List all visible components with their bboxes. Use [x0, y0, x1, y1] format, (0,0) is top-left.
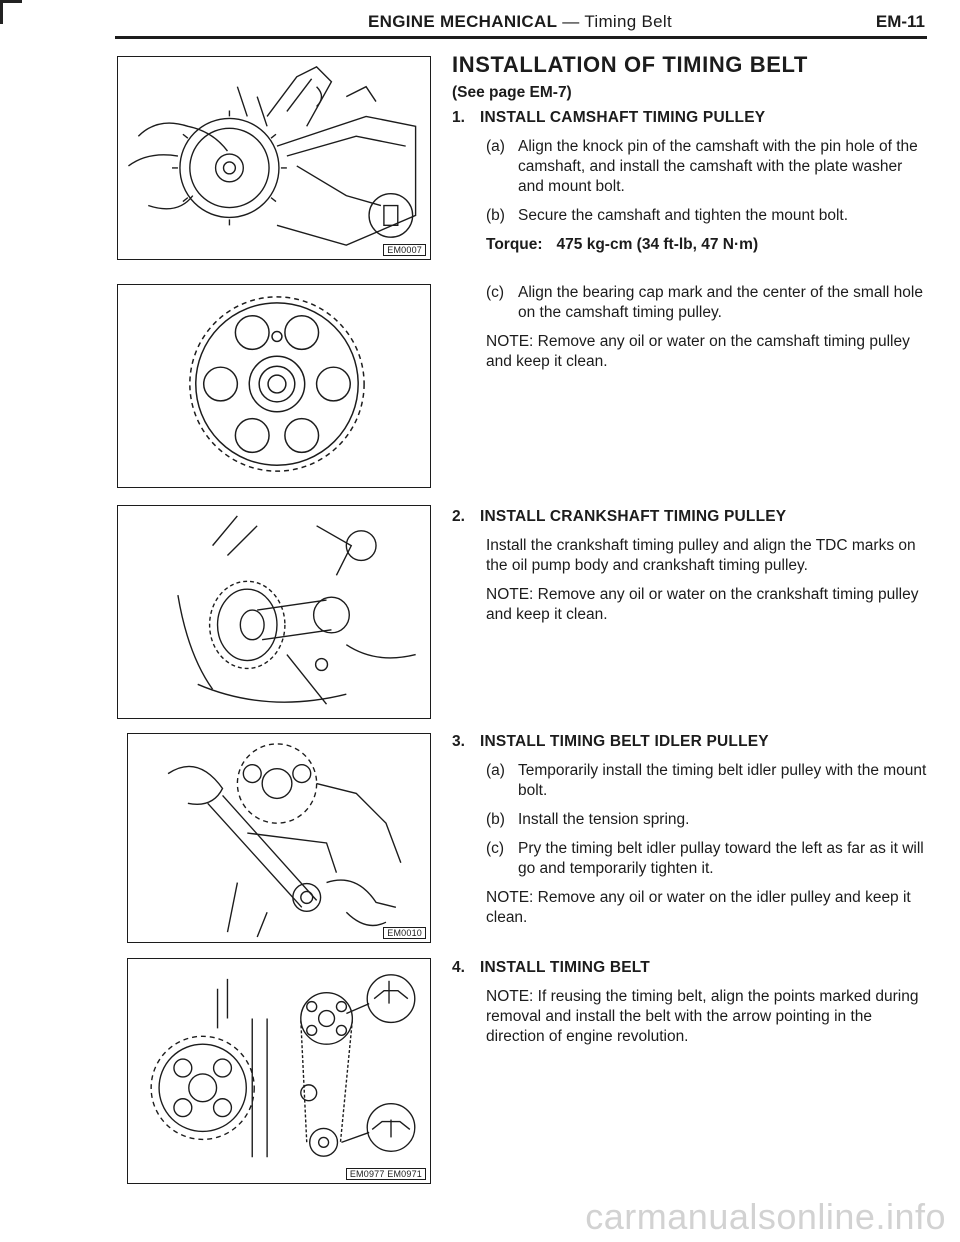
sub-item-label: (b): [486, 811, 505, 828]
sub-item: [486, 137, 930, 197]
sub-item-text: Install the tension spring.: [518, 811, 690, 828]
figure-camshaft-pulley-install: [117, 56, 431, 260]
note: NOTE: If reusing the timing belt, align the points marked during removal and install the belt with the arrow pointing in the direction of engine revolution.: [486, 988, 919, 1045]
sub-item-text: Align the knock pin of the camshaft with the pin hole of the camshaft, and install the camshaft with the plate washer and mount bolt.: [518, 138, 918, 195]
step-number: 4.: [452, 959, 465, 976]
note: NOTE: Remove any oil or water on the idler pulley and keep it clean.: [486, 889, 911, 926]
timing-belt-illustration: [128, 959, 430, 1183]
sub-item-label: (a): [486, 762, 505, 779]
camshaft-install-illustration: [118, 57, 430, 259]
step-title: INSTALL CRANKSHAFT TIMING PULLEY: [480, 508, 787, 525]
figure-code: EM0007: [383, 244, 426, 256]
header-rule: [115, 36, 927, 39]
figure-code: EM0010: [383, 927, 426, 939]
torque-label: Torque:: [486, 236, 543, 253]
figure-idler-pulley: [127, 733, 431, 943]
step-2: [452, 507, 930, 625]
step-body: Install the crankshaft timing pulley and align the TDC marks on the oil pump body and crankshaft timing pulley.: [486, 537, 916, 574]
figure-camshaft-pulley-face: [117, 284, 431, 488]
note: NOTE: Remove any oil or water on the crankshaft timing pulley and keep it clean.: [486, 586, 919, 623]
sub-item-label: (c): [486, 840, 505, 857]
header-subsection: Timing Belt: [584, 12, 673, 31]
page-header: [115, 12, 925, 38]
page-number: EM-11: [875, 12, 925, 31]
sub-item: [486, 283, 930, 323]
sub-item: [486, 761, 930, 801]
step-number: 2.: [452, 508, 465, 525]
sub-item: [486, 810, 930, 830]
step-4: [452, 958, 930, 1047]
sub-item-text: Temporarily install the timing belt idler pulley with the mount bolt.: [518, 762, 927, 799]
figure-crankshaft-pulley: [117, 505, 431, 719]
sub-item: [486, 839, 930, 879]
note: NOTE: Remove any oil or water on the camshaft timing pulley and keep it clean.: [486, 333, 910, 370]
idler-pulley-illustration: [128, 734, 430, 942]
step-number: 3.: [452, 733, 465, 750]
step-title: INSTALL TIMING BELT: [480, 959, 650, 976]
step-1: [452, 108, 930, 372]
crankshaft-pulley-illustration: [118, 506, 430, 718]
sub-item-text: Align the bearing cap mark and the center of the small hole on the camshaft timing pulley.: [518, 284, 923, 321]
page-title: INSTALLATION OF TIMING BELT: [452, 52, 808, 77]
sub-item-label: (c): [486, 284, 505, 301]
sub-item-label: (a): [486, 138, 505, 155]
sub-item-label: (b): [486, 207, 505, 224]
header-section: ENGINE MECHANICAL: [367, 12, 558, 31]
section-heading-block: [452, 52, 930, 102]
figure-timing-belt: [127, 958, 431, 1184]
step-3: [452, 732, 930, 928]
torque-spec: [486, 235, 930, 255]
sub-item: [486, 206, 930, 226]
step-title: INSTALL TIMING BELT IDLER PULLEY: [480, 733, 769, 750]
step-title: INSTALL CAMSHAFT TIMING PULLEY: [480, 109, 766, 126]
camshaft-pulley-face-illustration: [118, 285, 430, 487]
figure-code: EM0977 EM0971: [346, 1168, 426, 1180]
sub-item-text: Secure the camshaft and tighten the mount bolt.: [518, 207, 849, 224]
see-page-reference: (See page EM-7): [452, 84, 572, 101]
step-number: 1.: [452, 109, 465, 126]
torque-value: 475 kg-cm (34 ft-lb, 47 N·m): [556, 236, 759, 253]
watermark: carmanualsonline.info: [585, 1196, 946, 1237]
header-dash: —: [557, 12, 585, 31]
sub-item-text: Pry the timing belt idler pullay toward the left as far as it will go and temporarily tighten it.: [518, 840, 924, 877]
corner-crop-mark: [0, 0, 22, 24]
